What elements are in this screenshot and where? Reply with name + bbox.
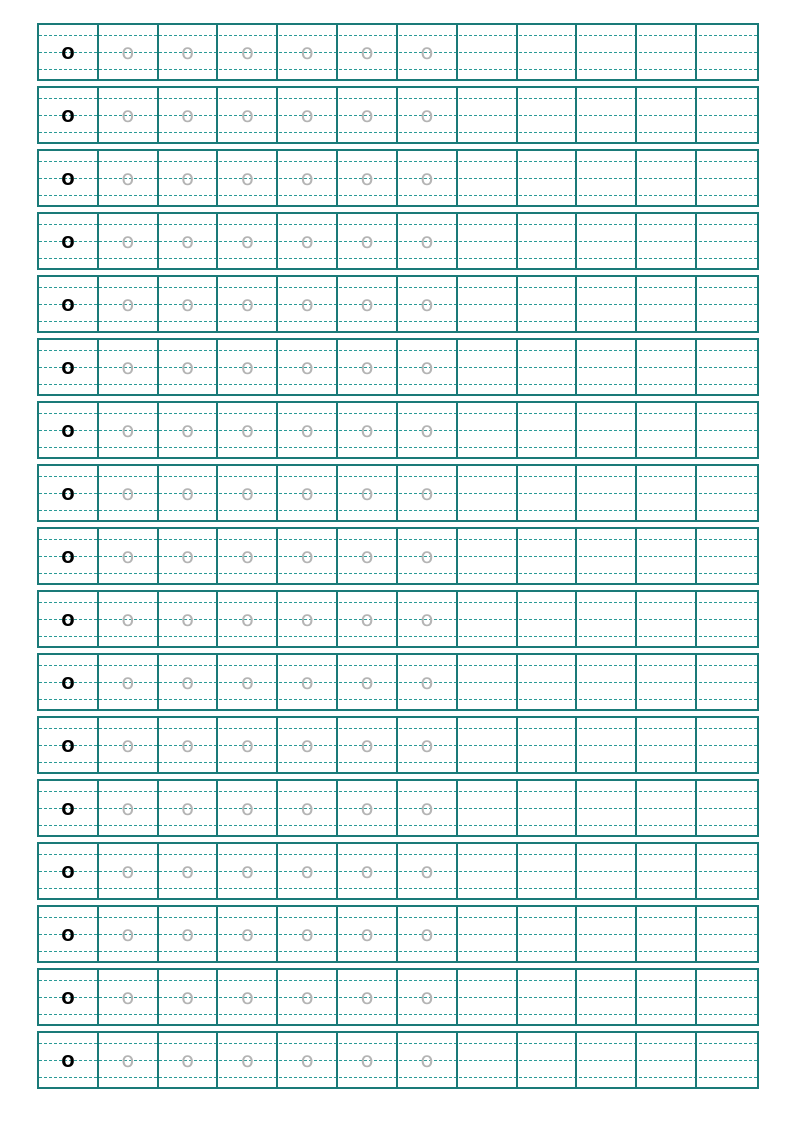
trace-letter: o (278, 466, 338, 520)
trace-letter: o (398, 214, 458, 268)
blank-practice-cell (518, 277, 578, 331)
blank-practice-cell (518, 1033, 578, 1087)
blank-practice-cell (458, 466, 518, 520)
trace-letter: o (218, 277, 278, 331)
practice-row (37, 338, 759, 396)
blank-practice-cell (458, 529, 518, 583)
model-letter: o (39, 718, 99, 772)
blank-practice-cell (518, 151, 578, 205)
trace-letter: o (278, 277, 338, 331)
trace-letter: o (99, 466, 159, 520)
practice-row (37, 275, 759, 333)
trace-letter: o (218, 25, 278, 79)
practice-row (37, 23, 759, 81)
practice-row (37, 1031, 759, 1089)
trace-letter: o (218, 214, 278, 268)
trace-letter: o (338, 277, 398, 331)
blank-practice-cell (637, 466, 697, 520)
trace-letter: o (398, 907, 458, 961)
blank-practice-cell (637, 151, 697, 205)
trace-letter: o (159, 592, 219, 646)
blank-practice-cell (577, 88, 637, 142)
trace-letter: o (99, 151, 159, 205)
trace-letter: o (218, 655, 278, 709)
blank-practice-cell (577, 340, 637, 394)
model-letter: o (39, 340, 99, 394)
blank-practice-cell (518, 844, 578, 898)
blank-practice-cell (458, 88, 518, 142)
blank-practice-cell (518, 655, 578, 709)
trace-letter: o (278, 970, 338, 1024)
trace-letter: o (99, 718, 159, 772)
model-letter: o (39, 214, 99, 268)
trace-letter: o (99, 655, 159, 709)
blank-practice-cell (577, 25, 637, 79)
blank-practice-cell (577, 718, 637, 772)
trace-letter: o (99, 592, 159, 646)
blank-practice-cell (518, 403, 578, 457)
trace-letter: o (338, 781, 398, 835)
trace-letter: o (278, 781, 338, 835)
blank-practice-cell (697, 277, 757, 331)
trace-letter: o (159, 970, 219, 1024)
blank-practice-cell (577, 277, 637, 331)
trace-letter: o (398, 151, 458, 205)
blank-practice-cell (458, 214, 518, 268)
blank-practice-cell (458, 592, 518, 646)
blank-practice-cell (637, 88, 697, 142)
blank-practice-cell (518, 25, 578, 79)
trace-letter: o (218, 466, 278, 520)
model-letter: o (39, 151, 99, 205)
blank-practice-cell (577, 466, 637, 520)
practice-row (37, 842, 759, 900)
trace-letter: o (99, 781, 159, 835)
trace-letter: o (278, 340, 338, 394)
blank-practice-cell (577, 403, 637, 457)
trace-letter: o (99, 340, 159, 394)
trace-letter: o (278, 655, 338, 709)
blank-practice-cell (577, 1033, 637, 1087)
trace-letter: o (99, 844, 159, 898)
trace-letter: o (159, 340, 219, 394)
blank-practice-cell (697, 844, 757, 898)
blank-practice-cell (518, 781, 578, 835)
model-letter: o (39, 592, 99, 646)
trace-letter: o (218, 403, 278, 457)
trace-letter: o (159, 529, 219, 583)
blank-practice-cell (697, 151, 757, 205)
trace-letter: o (218, 970, 278, 1024)
trace-letter: o (159, 1033, 219, 1087)
blank-practice-cell (518, 907, 578, 961)
blank-practice-cell (697, 25, 757, 79)
blank-practice-cell (518, 340, 578, 394)
model-letter: o (39, 529, 99, 583)
blank-practice-cell (458, 907, 518, 961)
blank-practice-cell (458, 718, 518, 772)
practice-row (37, 590, 759, 648)
trace-letter: o (338, 466, 398, 520)
model-letter: o (39, 403, 99, 457)
trace-letter: o (398, 403, 458, 457)
practice-row (37, 968, 759, 1026)
blank-practice-cell (697, 907, 757, 961)
trace-letter: o (398, 88, 458, 142)
trace-letter: o (159, 781, 219, 835)
trace-letter: o (159, 88, 219, 142)
trace-letter: o (99, 403, 159, 457)
blank-practice-cell (637, 781, 697, 835)
blank-practice-cell (577, 655, 637, 709)
blank-practice-cell (518, 88, 578, 142)
blank-practice-cell (697, 592, 757, 646)
blank-practice-cell (637, 529, 697, 583)
trace-letter: o (159, 214, 219, 268)
blank-practice-cell (637, 25, 697, 79)
blank-practice-cell (697, 655, 757, 709)
blank-practice-cell (697, 403, 757, 457)
blank-practice-cell (458, 781, 518, 835)
blank-practice-cell (637, 403, 697, 457)
blank-practice-cell (697, 529, 757, 583)
trace-letter: o (278, 88, 338, 142)
practice-row (37, 149, 759, 207)
trace-letter: o (398, 718, 458, 772)
trace-letter: o (398, 781, 458, 835)
practice-row (37, 716, 759, 774)
trace-letter: o (278, 25, 338, 79)
trace-letter: o (398, 340, 458, 394)
practice-row (37, 905, 759, 963)
blank-practice-cell (577, 844, 637, 898)
blank-practice-cell (637, 907, 697, 961)
trace-letter: o (218, 529, 278, 583)
trace-letter: o (338, 25, 398, 79)
trace-letter: o (99, 88, 159, 142)
trace-letter: o (99, 277, 159, 331)
trace-letter: o (159, 466, 219, 520)
trace-letter: o (278, 214, 338, 268)
trace-letter: o (159, 907, 219, 961)
blank-practice-cell (518, 214, 578, 268)
trace-letter: o (159, 655, 219, 709)
blank-practice-cell (458, 655, 518, 709)
trace-letter: o (278, 844, 338, 898)
trace-letter: o (218, 592, 278, 646)
trace-letter: o (159, 718, 219, 772)
blank-practice-cell (577, 592, 637, 646)
blank-practice-cell (518, 592, 578, 646)
trace-letter: o (338, 718, 398, 772)
blank-practice-cell (577, 214, 637, 268)
trace-letter: o (218, 88, 278, 142)
trace-letter: o (338, 970, 398, 1024)
model-letter: o (39, 88, 99, 142)
blank-practice-cell (577, 970, 637, 1024)
trace-letter: o (338, 529, 398, 583)
trace-letter: o (159, 844, 219, 898)
blank-practice-cell (637, 277, 697, 331)
trace-letter: o (159, 403, 219, 457)
trace-letter: o (278, 529, 338, 583)
trace-letter: o (398, 1033, 458, 1087)
blank-practice-cell (697, 1033, 757, 1087)
trace-letter: o (218, 151, 278, 205)
model-letter: o (39, 907, 99, 961)
trace-letter: o (99, 1033, 159, 1087)
trace-letter: o (218, 907, 278, 961)
trace-letter: o (278, 151, 338, 205)
model-letter: o (39, 277, 99, 331)
model-letter: o (39, 1033, 99, 1087)
trace-letter: o (338, 151, 398, 205)
practice-row (37, 779, 759, 837)
practice-row (37, 653, 759, 711)
trace-letter: o (338, 592, 398, 646)
blank-practice-cell (458, 1033, 518, 1087)
model-letter: o (39, 655, 99, 709)
trace-letter: o (278, 403, 338, 457)
model-letter: o (39, 25, 99, 79)
trace-letter: o (338, 214, 398, 268)
blank-practice-cell (458, 970, 518, 1024)
model-letter: o (39, 466, 99, 520)
trace-letter: o (398, 844, 458, 898)
trace-letter: o (338, 844, 398, 898)
trace-letter: o (99, 529, 159, 583)
trace-letter: o (159, 25, 219, 79)
trace-letter: o (99, 214, 159, 268)
blank-practice-cell (637, 970, 697, 1024)
blank-practice-cell (518, 529, 578, 583)
blank-practice-cell (577, 907, 637, 961)
trace-letter: o (338, 1033, 398, 1087)
model-letter: o (39, 781, 99, 835)
trace-letter: o (338, 655, 398, 709)
trace-letter: o (278, 718, 338, 772)
blank-practice-cell (637, 592, 697, 646)
blank-practice-cell (458, 25, 518, 79)
blank-practice-cell (458, 151, 518, 205)
model-letter: o (39, 844, 99, 898)
handwriting-worksheet (37, 23, 759, 1094)
blank-practice-cell (697, 88, 757, 142)
trace-letter: o (99, 25, 159, 79)
blank-practice-cell (518, 718, 578, 772)
model-letter: o (39, 970, 99, 1024)
trace-letter: o (218, 340, 278, 394)
trace-letter: o (218, 718, 278, 772)
blank-practice-cell (458, 403, 518, 457)
blank-practice-cell (637, 655, 697, 709)
blank-practice-cell (697, 214, 757, 268)
blank-practice-cell (637, 844, 697, 898)
trace-letter: o (338, 88, 398, 142)
blank-practice-cell (458, 340, 518, 394)
blank-practice-cell (518, 970, 578, 1024)
trace-letter: o (99, 970, 159, 1024)
practice-row (37, 464, 759, 522)
trace-letter: o (398, 277, 458, 331)
trace-letter: o (159, 277, 219, 331)
trace-letter: o (278, 592, 338, 646)
trace-letter: o (338, 403, 398, 457)
blank-practice-cell (637, 340, 697, 394)
blank-practice-cell (637, 214, 697, 268)
blank-practice-cell (697, 781, 757, 835)
practice-row (37, 212, 759, 270)
blank-practice-cell (637, 718, 697, 772)
trace-letter: o (218, 781, 278, 835)
blank-practice-cell (577, 781, 637, 835)
blank-practice-cell (518, 466, 578, 520)
blank-practice-cell (458, 844, 518, 898)
trace-letter: o (398, 466, 458, 520)
blank-practice-cell (458, 277, 518, 331)
trace-letter: o (278, 1033, 338, 1087)
trace-letter: o (398, 529, 458, 583)
practice-row (37, 86, 759, 144)
blank-practice-cell (637, 1033, 697, 1087)
blank-practice-cell (697, 466, 757, 520)
trace-letter: o (398, 25, 458, 79)
trace-letter: o (398, 592, 458, 646)
trace-letter: o (99, 907, 159, 961)
blank-practice-cell (697, 718, 757, 772)
practice-row (37, 401, 759, 459)
blank-practice-cell (697, 340, 757, 394)
trace-letter: o (338, 340, 398, 394)
blank-practice-cell (697, 970, 757, 1024)
trace-letter: o (398, 970, 458, 1024)
trace-letter: o (159, 151, 219, 205)
trace-letter: o (218, 844, 278, 898)
blank-practice-cell (577, 151, 637, 205)
trace-letter: o (338, 907, 398, 961)
practice-row (37, 527, 759, 585)
trace-letter: o (218, 1033, 278, 1087)
blank-practice-cell (577, 529, 637, 583)
trace-letter: o (398, 655, 458, 709)
trace-letter: o (278, 907, 338, 961)
